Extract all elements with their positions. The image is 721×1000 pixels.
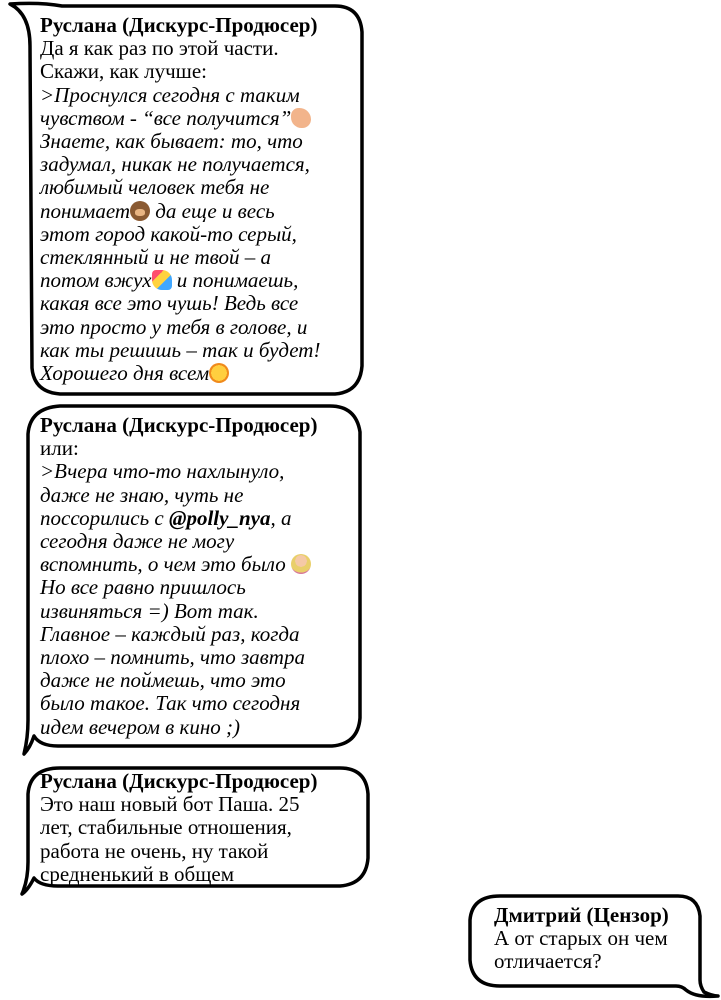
sender-name: Дмитрий (Цензор) [494,903,669,927]
party-popper-emoji [152,270,172,290]
message-intro: А от старых он чем отличается? [494,926,668,974]
quoted-post [40,84,320,386]
message-bubble-1 [0,0,370,406]
quote-text: Знаете, как бывает: то, что задумал, никак не получается, любимый человек тебя не понимает [40,129,310,223]
quote-text: Но все равно пришлось извиняться =) Вот так. Главное – каждый раз, когда плохо – помнить, что завтра даже не поймешь, что это было такое. Так что сегодня идем вечером в кино ;) [40,575,305,739]
message-bubble-4 [460,890,721,1000]
message-content [40,414,317,739]
sender-name: Руслана (Дискурс-Продюсер) [40,769,318,793]
quote-text: , а сегодня даже не могу вспомнить, о чем это было [40,505,292,577]
message-bubble-3 [0,762,380,902]
quote-text: да еще и весь этот город какой-то серый, стеклянный и не твой – а потом вжух [40,198,297,293]
see-no-evil-monkey-emoji [130,201,150,221]
message-content [494,904,669,974]
message-intro: или: [40,436,79,461]
quote-text: и понимаешь, какая все это чушь! Ведь все это просто у тебя в голове, и как ты решишь – так и будет! Хорошего дня всем [40,268,321,386]
message-content [40,770,317,886]
message-intro: Это наш новый бот Паша. 25 лет, стабильные отношения, работа не очень, ну такой средненький в общем [40,792,300,886]
message-intro: Да я как раз по этой части. Скажи, как лучше: [40,36,279,84]
message-bubble-2 [0,400,370,760]
quoted-post [40,460,317,738]
quote-text: >Вчера что-то нахлынуло, даже не знаю, чуть не поссорились с [40,459,285,530]
sender-name: Руслана (Дискурс-Продюсер) [40,13,318,37]
message-content [40,14,320,385]
woman-facepalming-emoji [291,554,311,574]
flexed-biceps-emoji [291,108,311,128]
sender-name: Руслана (Дискурс-Продюсер) [40,413,318,437]
sun-emoji [209,363,229,383]
quote-text: >Проснулся сегодня с таким чувством - “все получится” [40,82,300,130]
user-mention-link[interactable]: @polly_nya [168,505,271,530]
